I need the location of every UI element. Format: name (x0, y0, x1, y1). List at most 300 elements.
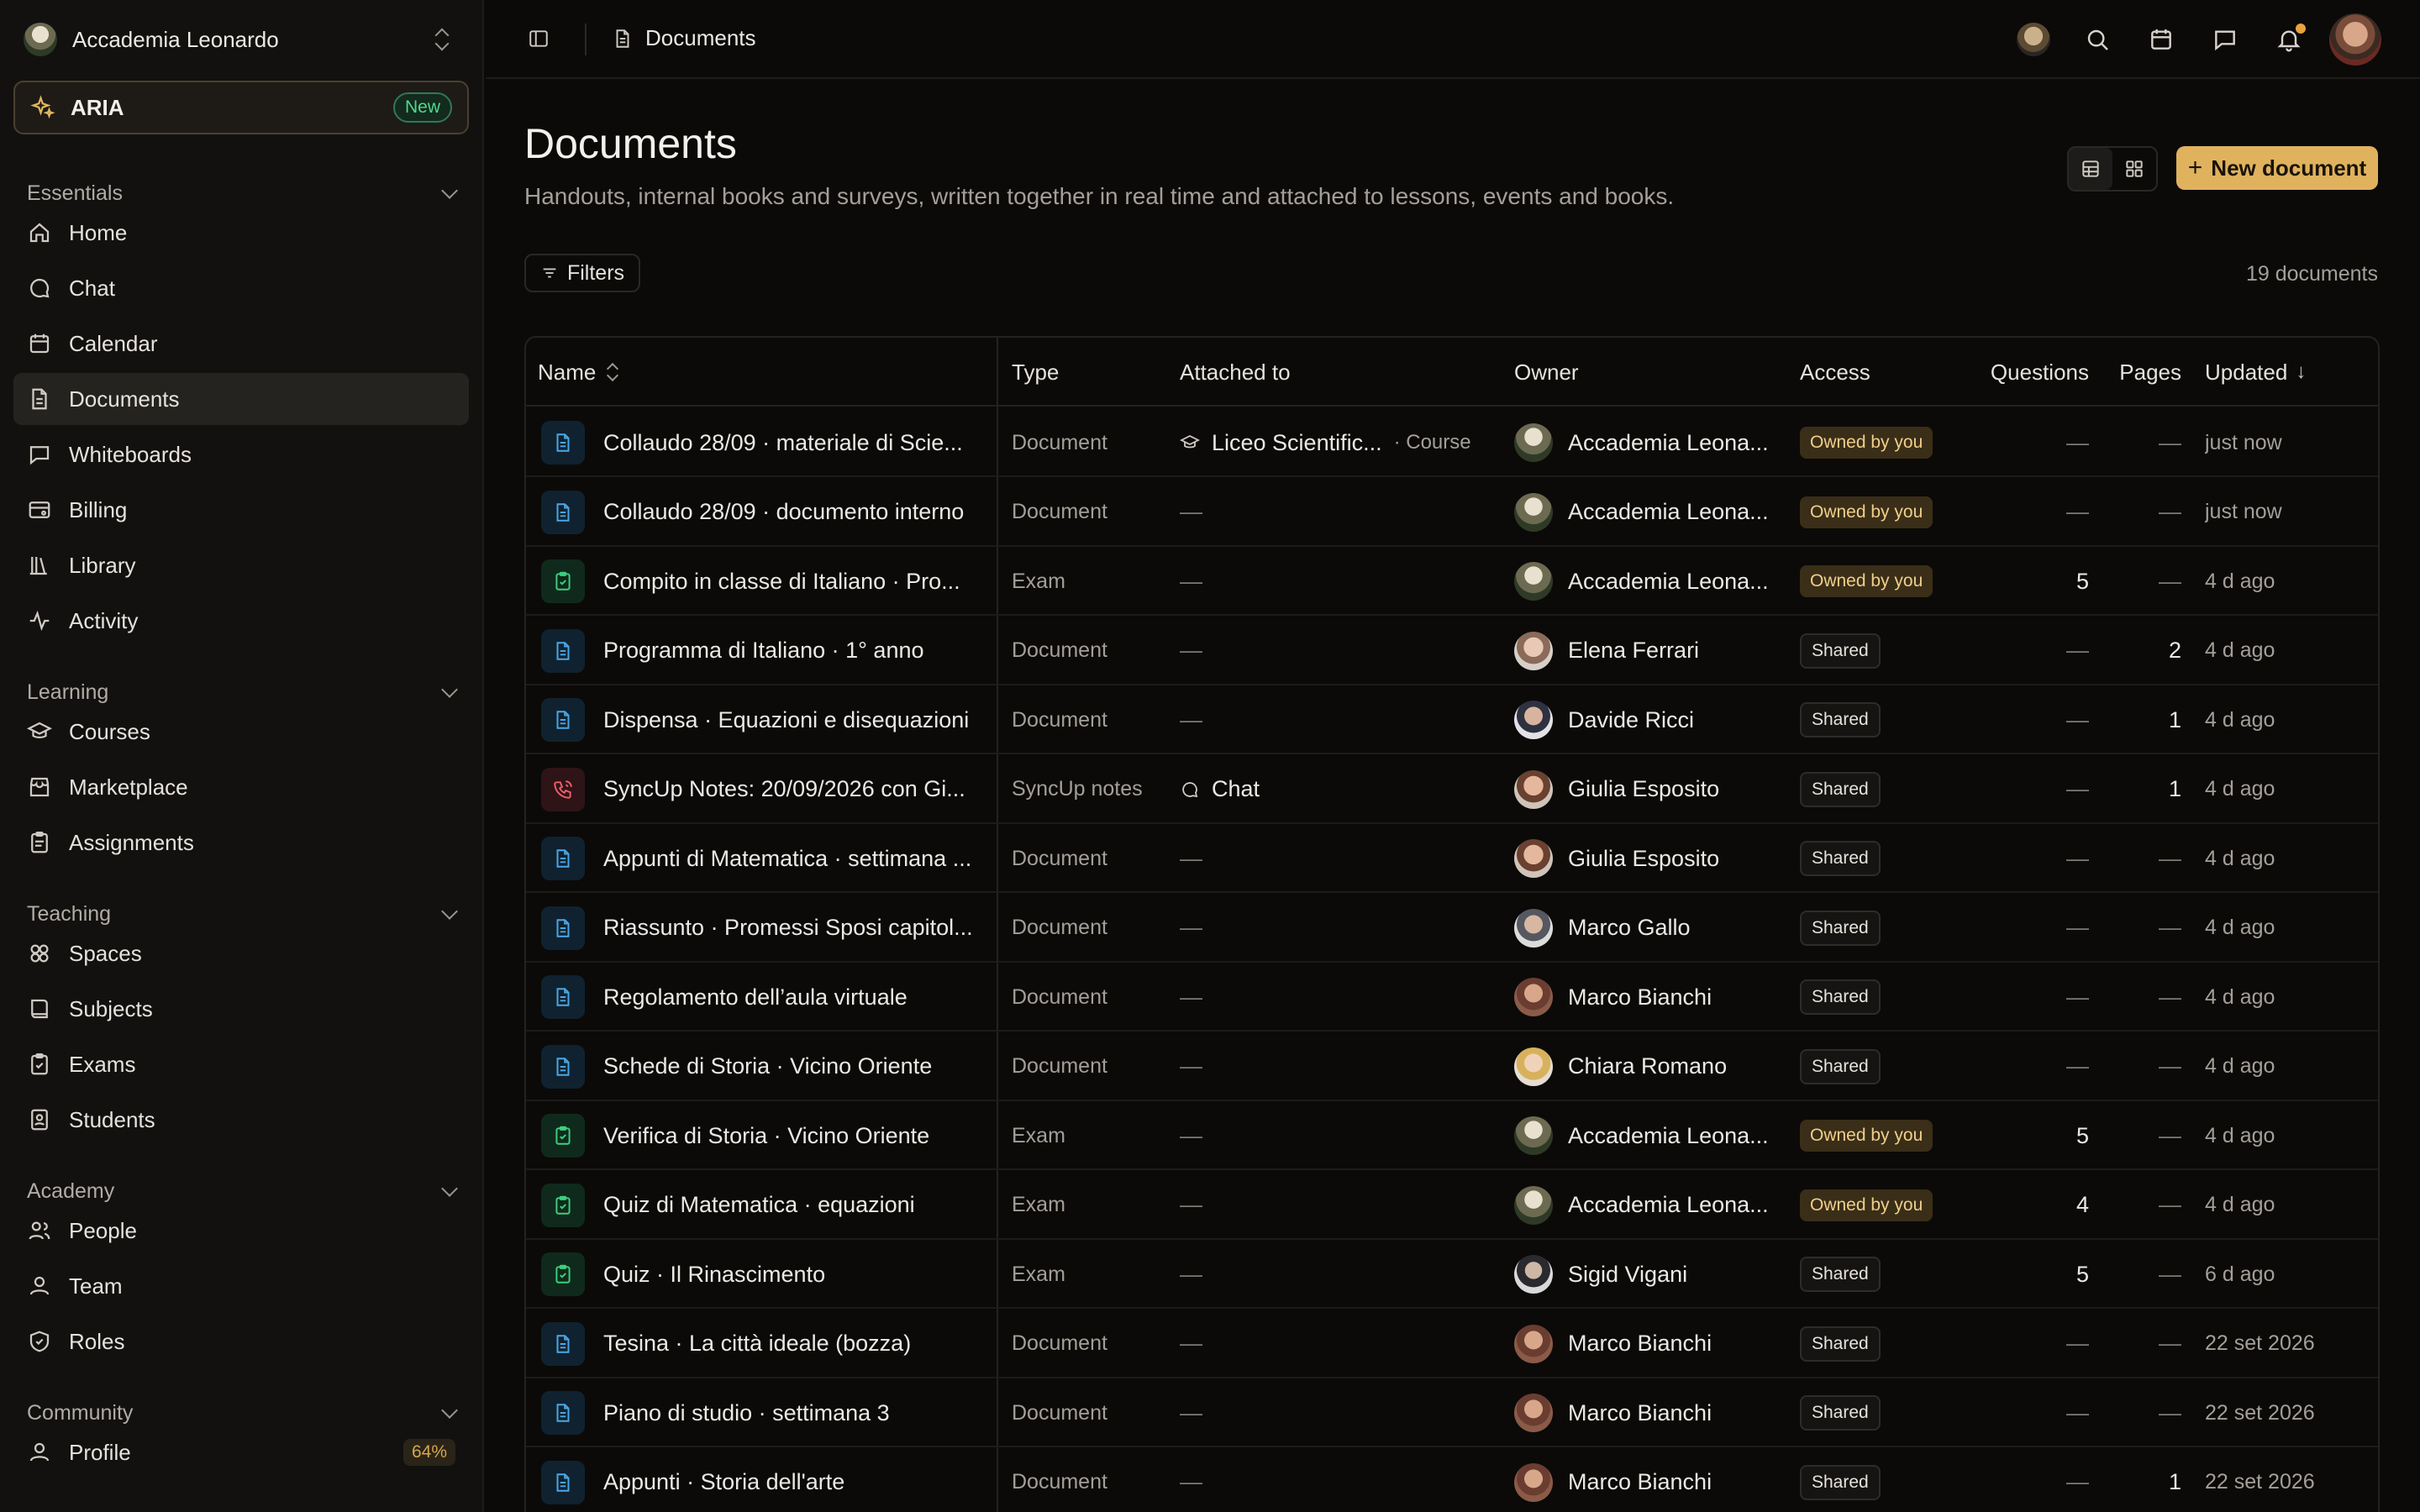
access-badge: Shared (1800, 979, 1881, 1015)
sidebar-item-label: Library (69, 552, 136, 578)
pages-count: — (2159, 1192, 2181, 1217)
document-icon (541, 1045, 585, 1089)
document-type: Document (1012, 430, 1107, 454)
filter-icon (540, 264, 559, 282)
header-updated[interactable] (2205, 338, 2306, 407)
header-attached[interactable]: Attached to (1180, 359, 1291, 385)
toggle-sidebar-icon[interactable] (528, 28, 550, 50)
document-name-text: Quiz di Matematica · equazioni (603, 1192, 915, 1217)
pages-count: — (2159, 568, 2181, 594)
pages-count: — (2159, 984, 2181, 1010)
sidebar-item-home[interactable] (13, 207, 469, 259)
updated-time: 22 set 2026 (2205, 1331, 2315, 1355)
attached-to (1180, 1378, 1507, 1447)
sidebar-item-marketplace[interactable] (13, 761, 469, 813)
table-row[interactable] (526, 547, 2378, 616)
attached-to (1180, 1448, 1507, 1512)
access (1800, 478, 1968, 547)
attached-to (1180, 1310, 1507, 1378)
access (1800, 894, 1968, 963)
questions-count: — (2066, 638, 2089, 663)
document-type: Exam (1012, 1123, 1065, 1147)
owner (1514, 1448, 1791, 1512)
document-icon (552, 1056, 574, 1078)
access (1800, 547, 1968, 616)
search-icon (2084, 26, 2111, 53)
updated-time: 22 set 2026 (2205, 1470, 2315, 1494)
sidebar-item-subjects[interactable] (13, 983, 469, 1035)
sidebar-item-exams[interactable] (13, 1038, 469, 1090)
aria-button[interactable] (13, 81, 469, 134)
home-icon (27, 220, 52, 245)
updated-time: 4 d ago (2205, 777, 2275, 801)
document-name-text: Quiz · Il Rinascimento (603, 1261, 826, 1287)
sidebar-item-people[interactable] (13, 1205, 469, 1257)
access (1800, 963, 1968, 1032)
team-icon (27, 1273, 52, 1299)
document-icon (541, 906, 585, 950)
table-row[interactable] (526, 963, 2378, 1032)
updated-time: 4 d ago (2205, 846, 2275, 870)
sidebar-item-team[interactable] (13, 1260, 469, 1312)
org-logo (24, 23, 57, 56)
calendar-button[interactable] (2129, 13, 2193, 66)
owner (1514, 963, 1791, 1032)
access (1800, 408, 1968, 477)
table-row[interactable] (526, 1032, 2378, 1101)
document-name[interactable] (603, 617, 986, 685)
document-name[interactable] (603, 478, 986, 547)
sidebar-item-calendar[interactable] (13, 318, 469, 370)
questions-count: — (2066, 1053, 2089, 1079)
table-row[interactable] (526, 1240, 2378, 1309)
owner-avatar (1514, 423, 1553, 462)
section-teaching[interactable] (27, 902, 455, 927)
attached-empty: — (1180, 1469, 1202, 1494)
exam-icon (541, 1114, 585, 1158)
owner-name: Giulia Esposito (1568, 845, 1720, 871)
sidebar-item-billing[interactable] (13, 484, 469, 536)
grid-view-button[interactable] (2112, 148, 2156, 190)
document-icon (541, 629, 585, 673)
sidebar-item-activity[interactable] (13, 595, 469, 647)
page-subtitle: Handouts, internal books and surveys, written together in real time and attached to lessons, events and books. (524, 183, 1675, 209)
owner-avatar (1514, 632, 1553, 670)
chevron-up-down-icon (430, 26, 454, 53)
table-row[interactable] (526, 1101, 2378, 1170)
document-type: SyncUp notes (1012, 777, 1143, 801)
sidebar-item-label: Courses (69, 718, 150, 744)
grid-icon (2123, 158, 2145, 180)
attached-empty: — (1180, 706, 1202, 732)
table-row[interactable] (526, 685, 2378, 754)
table-row[interactable] (526, 1378, 2378, 1447)
pages-count: — (2159, 915, 2181, 940)
document-type: Document (1012, 984, 1107, 1009)
sidebar-item-label: Marketplace (69, 774, 188, 800)
owner-avatar (1514, 1463, 1553, 1502)
document-name-text: Appunti di Matematica · settimana ... (603, 845, 972, 871)
document-count: 19 documents (2245, 262, 2378, 286)
sidebar-item-label: Roles (69, 1328, 125, 1354)
sidebar-item-label: Exams (69, 1051, 136, 1077)
header-pages[interactable]: Pages (2119, 359, 2181, 385)
document-name[interactable] (603, 1448, 986, 1512)
people-icon (27, 1218, 52, 1243)
filters-button[interactable] (524, 254, 640, 292)
filters-label: Filters (566, 260, 625, 285)
owner-avatar (1514, 1394, 1553, 1432)
updated-time: just now (2205, 430, 2282, 454)
access-badge: Shared (1800, 1465, 1881, 1500)
sidebar-item-whiteboards[interactable] (13, 428, 469, 480)
clipboard-icon (27, 830, 52, 855)
header-name-label: Name (538, 359, 597, 385)
document-type: Exam (1012, 1262, 1065, 1286)
document-name-text: SyncUp Notes: 20/09/2026 con Gi... (603, 776, 965, 801)
pages-count: 1 (2168, 776, 2181, 801)
table-row[interactable] (526, 755, 2378, 824)
new-document-button[interactable] (2176, 146, 2378, 190)
access (1800, 1448, 1968, 1512)
breadcrumb-current: Documents (645, 25, 756, 50)
table-header (526, 338, 2378, 407)
document-type: Exam (1012, 1193, 1065, 1216)
message-icon (2212, 26, 2238, 53)
clipboard-check-icon (27, 1052, 52, 1077)
sidebar-item-label: Whiteboards (69, 441, 192, 467)
access-badge: Shared (1800, 1257, 1881, 1292)
questions-count: — (2066, 1469, 2089, 1494)
access (1800, 617, 1968, 685)
questions-count: 5 (2075, 1122, 2089, 1148)
document-type: Document (1012, 500, 1107, 523)
pages-count: — (2159, 1122, 2181, 1148)
questions-count: — (2066, 706, 2089, 732)
document-icon (541, 491, 585, 534)
access-badge: Shared (1800, 1326, 1881, 1362)
chevron-down-icon (441, 681, 458, 698)
attached-empty: — (1180, 638, 1202, 663)
document-type: Document (1012, 916, 1107, 939)
plus-icon: + (2187, 154, 2203, 181)
access (1800, 755, 1968, 824)
org-switcher[interactable] (24, 22, 454, 57)
access-badge: Owned by you (1800, 496, 1933, 528)
exam-icon (552, 1263, 574, 1285)
attached-to (1180, 894, 1507, 963)
owner (1514, 755, 1791, 824)
document-name[interactable] (603, 547, 986, 616)
access (1800, 1378, 1968, 1447)
attached-empty: — (1180, 568, 1202, 594)
access (1800, 1171, 1968, 1240)
arrow-down-icon: ↓ (2296, 360, 2307, 383)
owner-avatar (1514, 1325, 1553, 1363)
graduation-cap-icon (27, 719, 52, 744)
document-icon (552, 432, 574, 454)
attached-to (1180, 824, 1507, 893)
questions-count: — (2066, 984, 2089, 1010)
notifications-button[interactable] (2257, 13, 2321, 66)
section-academy[interactable] (27, 1179, 455, 1204)
document-icon (552, 986, 574, 1008)
mascot-button[interactable] (2002, 13, 2065, 66)
billing-icon (27, 497, 52, 522)
questions-count: — (2066, 915, 2089, 940)
section-title: Teaching (27, 902, 112, 926)
document-icon (541, 1391, 585, 1435)
search-button[interactable] (2065, 13, 2129, 66)
spaces-icon (27, 941, 52, 966)
shield-icon (27, 1329, 52, 1354)
sidebar-item-label: Students (69, 1106, 155, 1132)
document-icon (552, 640, 574, 662)
table-row[interactable] (526, 408, 2378, 477)
owner-avatar (1514, 909, 1553, 948)
document-name-text: Tesina · La città ideale (bozza) (603, 1331, 912, 1356)
document-type: Document (1012, 846, 1107, 870)
document-name[interactable] (603, 894, 986, 963)
header-questions[interactable]: Questions (1990, 359, 2089, 385)
header-access[interactable]: Access (1800, 359, 1870, 385)
sidebar-item-assignments[interactable] (13, 816, 469, 869)
pages-count: — (2159, 1261, 2181, 1287)
document-name[interactable] (603, 1378, 986, 1447)
chevron-down-icon (441, 1402, 458, 1419)
library-icon (27, 553, 52, 578)
document-name[interactable] (603, 755, 986, 824)
table-row[interactable] (526, 478, 2378, 547)
owner-name: Elena Ferrari (1568, 638, 1700, 663)
attached-empty: — (1180, 1053, 1202, 1079)
attached-empty: — (1180, 1331, 1202, 1356)
header-type[interactable]: Type (1012, 359, 1060, 385)
chevron-down-icon (441, 182, 458, 199)
owner (1514, 1240, 1791, 1309)
phone-icon (552, 779, 574, 801)
attached-empty: — (1180, 845, 1202, 871)
access (1800, 1240, 1968, 1309)
access-badge: Shared (1800, 841, 1881, 876)
access-badge: Shared (1800, 911, 1881, 946)
pages-count: — (2159, 499, 2181, 524)
aria-label: ARIA (71, 94, 124, 120)
access-badge: Shared (1800, 1049, 1881, 1084)
section-essentials[interactable] (27, 181, 455, 206)
activity-icon (27, 608, 52, 633)
table-view-button[interactable] (2069, 148, 2112, 190)
questions-count: — (2066, 1331, 2089, 1356)
document-name[interactable] (603, 1310, 986, 1378)
document-name[interactable] (603, 408, 986, 477)
section-learning[interactable] (27, 680, 455, 705)
header-owner[interactable]: Owner (1514, 359, 1579, 385)
owner (1514, 547, 1791, 616)
document-icon (541, 837, 585, 880)
owner (1514, 617, 1791, 685)
attached-to (1180, 1101, 1507, 1170)
owner-avatar (1514, 493, 1553, 532)
section-title: Academy (27, 1179, 115, 1203)
sidebar-item-courses[interactable] (13, 706, 469, 758)
sidebar-item-students[interactable] (13, 1094, 469, 1146)
profile-progress-badge: 64% (403, 1439, 455, 1466)
access (1800, 685, 1968, 754)
document-icon (541, 698, 585, 742)
owner-name: Accademia Leona... (1568, 1192, 1769, 1217)
document-icon (612, 28, 634, 50)
sidebar-item-profile[interactable] (13, 1426, 469, 1478)
header-name[interactable] (538, 338, 619, 407)
questions-count: — (2066, 845, 2089, 871)
access-badge: Shared (1800, 772, 1881, 807)
table-row[interactable] (526, 824, 2378, 893)
document-name[interactable] (603, 824, 986, 893)
owner-name: Marco Bianchi (1568, 1331, 1712, 1356)
document-icon (27, 386, 52, 412)
updated-time: 4 d ago (2205, 638, 2275, 662)
table-row[interactable] (526, 1310, 2378, 1378)
document-name-text: Dispensa · Equazioni e disequazioni (603, 706, 970, 732)
owner-avatar (1514, 839, 1553, 878)
document-icon (541, 975, 585, 1019)
updated-time: 4 d ago (2205, 707, 2275, 732)
attached-name[interactable]: Liceo Scientific... (1212, 429, 1382, 455)
access-badge: Shared (1800, 702, 1881, 738)
document-name-text: Programma di Italiano · 1° anno (603, 638, 924, 663)
calendar-icon (27, 331, 52, 356)
pages-count: 2 (2168, 638, 2181, 663)
updated-time: 6 d ago (2205, 1262, 2275, 1286)
chat-icon (1180, 780, 1200, 800)
owner (1514, 478, 1791, 547)
view-toggle (2067, 146, 2158, 192)
table-row[interactable] (526, 894, 2378, 963)
attached-to (1180, 1032, 1507, 1101)
exam-icon (541, 1184, 585, 1227)
access-badge: Owned by you (1800, 1120, 1933, 1152)
attached-name[interactable]: Chat (1212, 776, 1260, 801)
student-icon (27, 1107, 52, 1132)
messages-button[interactable] (2193, 13, 2257, 66)
book-icon (27, 996, 52, 1021)
document-name[interactable] (603, 963, 986, 1032)
attached-to (1180, 478, 1507, 547)
sidebar-item-chat[interactable] (13, 262, 469, 314)
topbar-actions (2002, 13, 2381, 66)
attached-kind: · Course (1393, 431, 1471, 454)
questions-count: — (2066, 429, 2089, 455)
access (1800, 1310, 1968, 1378)
document-name[interactable] (603, 685, 986, 754)
document-icon (552, 1472, 574, 1494)
owner (1514, 408, 1791, 477)
updated-time: 4 d ago (2205, 984, 2275, 1009)
breadcrumb (612, 25, 756, 51)
chevron-down-icon (441, 903, 458, 920)
document-name-text: Schede di Storia · Vicino Oriente (603, 1053, 933, 1079)
owner (1514, 1032, 1791, 1101)
document-icon (541, 421, 585, 465)
store-icon (27, 774, 52, 800)
sidebar-item-documents[interactable] (13, 373, 469, 425)
document-type: Document (1012, 1054, 1107, 1078)
access (1800, 1101, 1968, 1170)
pages-count: — (2159, 429, 2181, 455)
sidebar-item-label: Home (69, 219, 128, 245)
attached-empty: — (1180, 984, 1202, 1010)
document-name[interactable] (603, 1240, 986, 1309)
pages-count: — (2159, 1331, 2181, 1356)
owner (1514, 824, 1791, 893)
document-type: Document (1012, 1331, 1107, 1355)
attached-to (1180, 1171, 1507, 1240)
user-avatar[interactable] (2329, 13, 2381, 66)
document-name-text: Appunti · Storia dell'arte (603, 1469, 845, 1494)
sidebar-item-label: Assignments (69, 829, 194, 855)
document-name[interactable] (603, 1101, 986, 1170)
attached-empty: — (1180, 499, 1202, 524)
sidebar-item-library[interactable] (13, 539, 469, 591)
document-type: Document (1012, 638, 1107, 662)
attached-to (1180, 617, 1507, 685)
sidebar-item-label: People (69, 1217, 137, 1243)
section-title: Learning (27, 680, 109, 704)
document-icon (552, 1402, 574, 1424)
header-updated-label: Updated (2205, 359, 2288, 385)
exam-icon (552, 1125, 574, 1147)
sort-icon (606, 363, 619, 381)
document-name[interactable] (603, 1171, 986, 1240)
document-name[interactable] (603, 1032, 986, 1101)
sidebar-item-label: Spaces (69, 940, 142, 966)
access-badge: Owned by you (1800, 565, 1933, 597)
table-row[interactable] (526, 1171, 2378, 1240)
owner-name: Davide Ricci (1568, 706, 1695, 732)
page-title: Documents (524, 120, 737, 167)
owner-avatar (1514, 978, 1553, 1016)
updated-time: 4 d ago (2205, 1054, 2275, 1078)
pages-count: 1 (2168, 706, 2181, 732)
owner-name: Marco Gallo (1568, 915, 1691, 940)
owner-avatar (1514, 1047, 1553, 1086)
attached-to (1180, 408, 1507, 477)
questions-count: 5 (2075, 1261, 2089, 1287)
access-badge: Shared (1800, 1395, 1881, 1431)
sparkle-icon (30, 95, 55, 120)
owner (1514, 1101, 1791, 1170)
document-name-text: Collaudo 28/09 · materiale di Scie... (603, 429, 963, 455)
questions-count: — (2066, 1399, 2089, 1425)
updated-time: 4 d ago (2205, 569, 2275, 593)
owner-name: Giulia Esposito (1568, 776, 1720, 801)
owner-avatar (1514, 1116, 1553, 1155)
document-name-text: Regolamento dell’aula virtuale (603, 984, 908, 1010)
chat-icon (27, 276, 52, 301)
sidebar-item-label: Activity (69, 607, 139, 633)
table-row[interactable] (526, 1448, 2378, 1512)
attached-empty: — (1180, 1122, 1202, 1148)
document-name-text: Piano di studio · settimana 3 (603, 1399, 890, 1425)
notification-dot (2296, 24, 2306, 34)
access (1800, 824, 1968, 893)
section-community[interactable] (27, 1401, 455, 1425)
sidebar-item-spaces[interactable] (13, 927, 469, 979)
sidebar-item-roles[interactable] (13, 1315, 469, 1368)
table-row[interactable] (526, 617, 2378, 685)
owner-avatar (1514, 1255, 1553, 1294)
